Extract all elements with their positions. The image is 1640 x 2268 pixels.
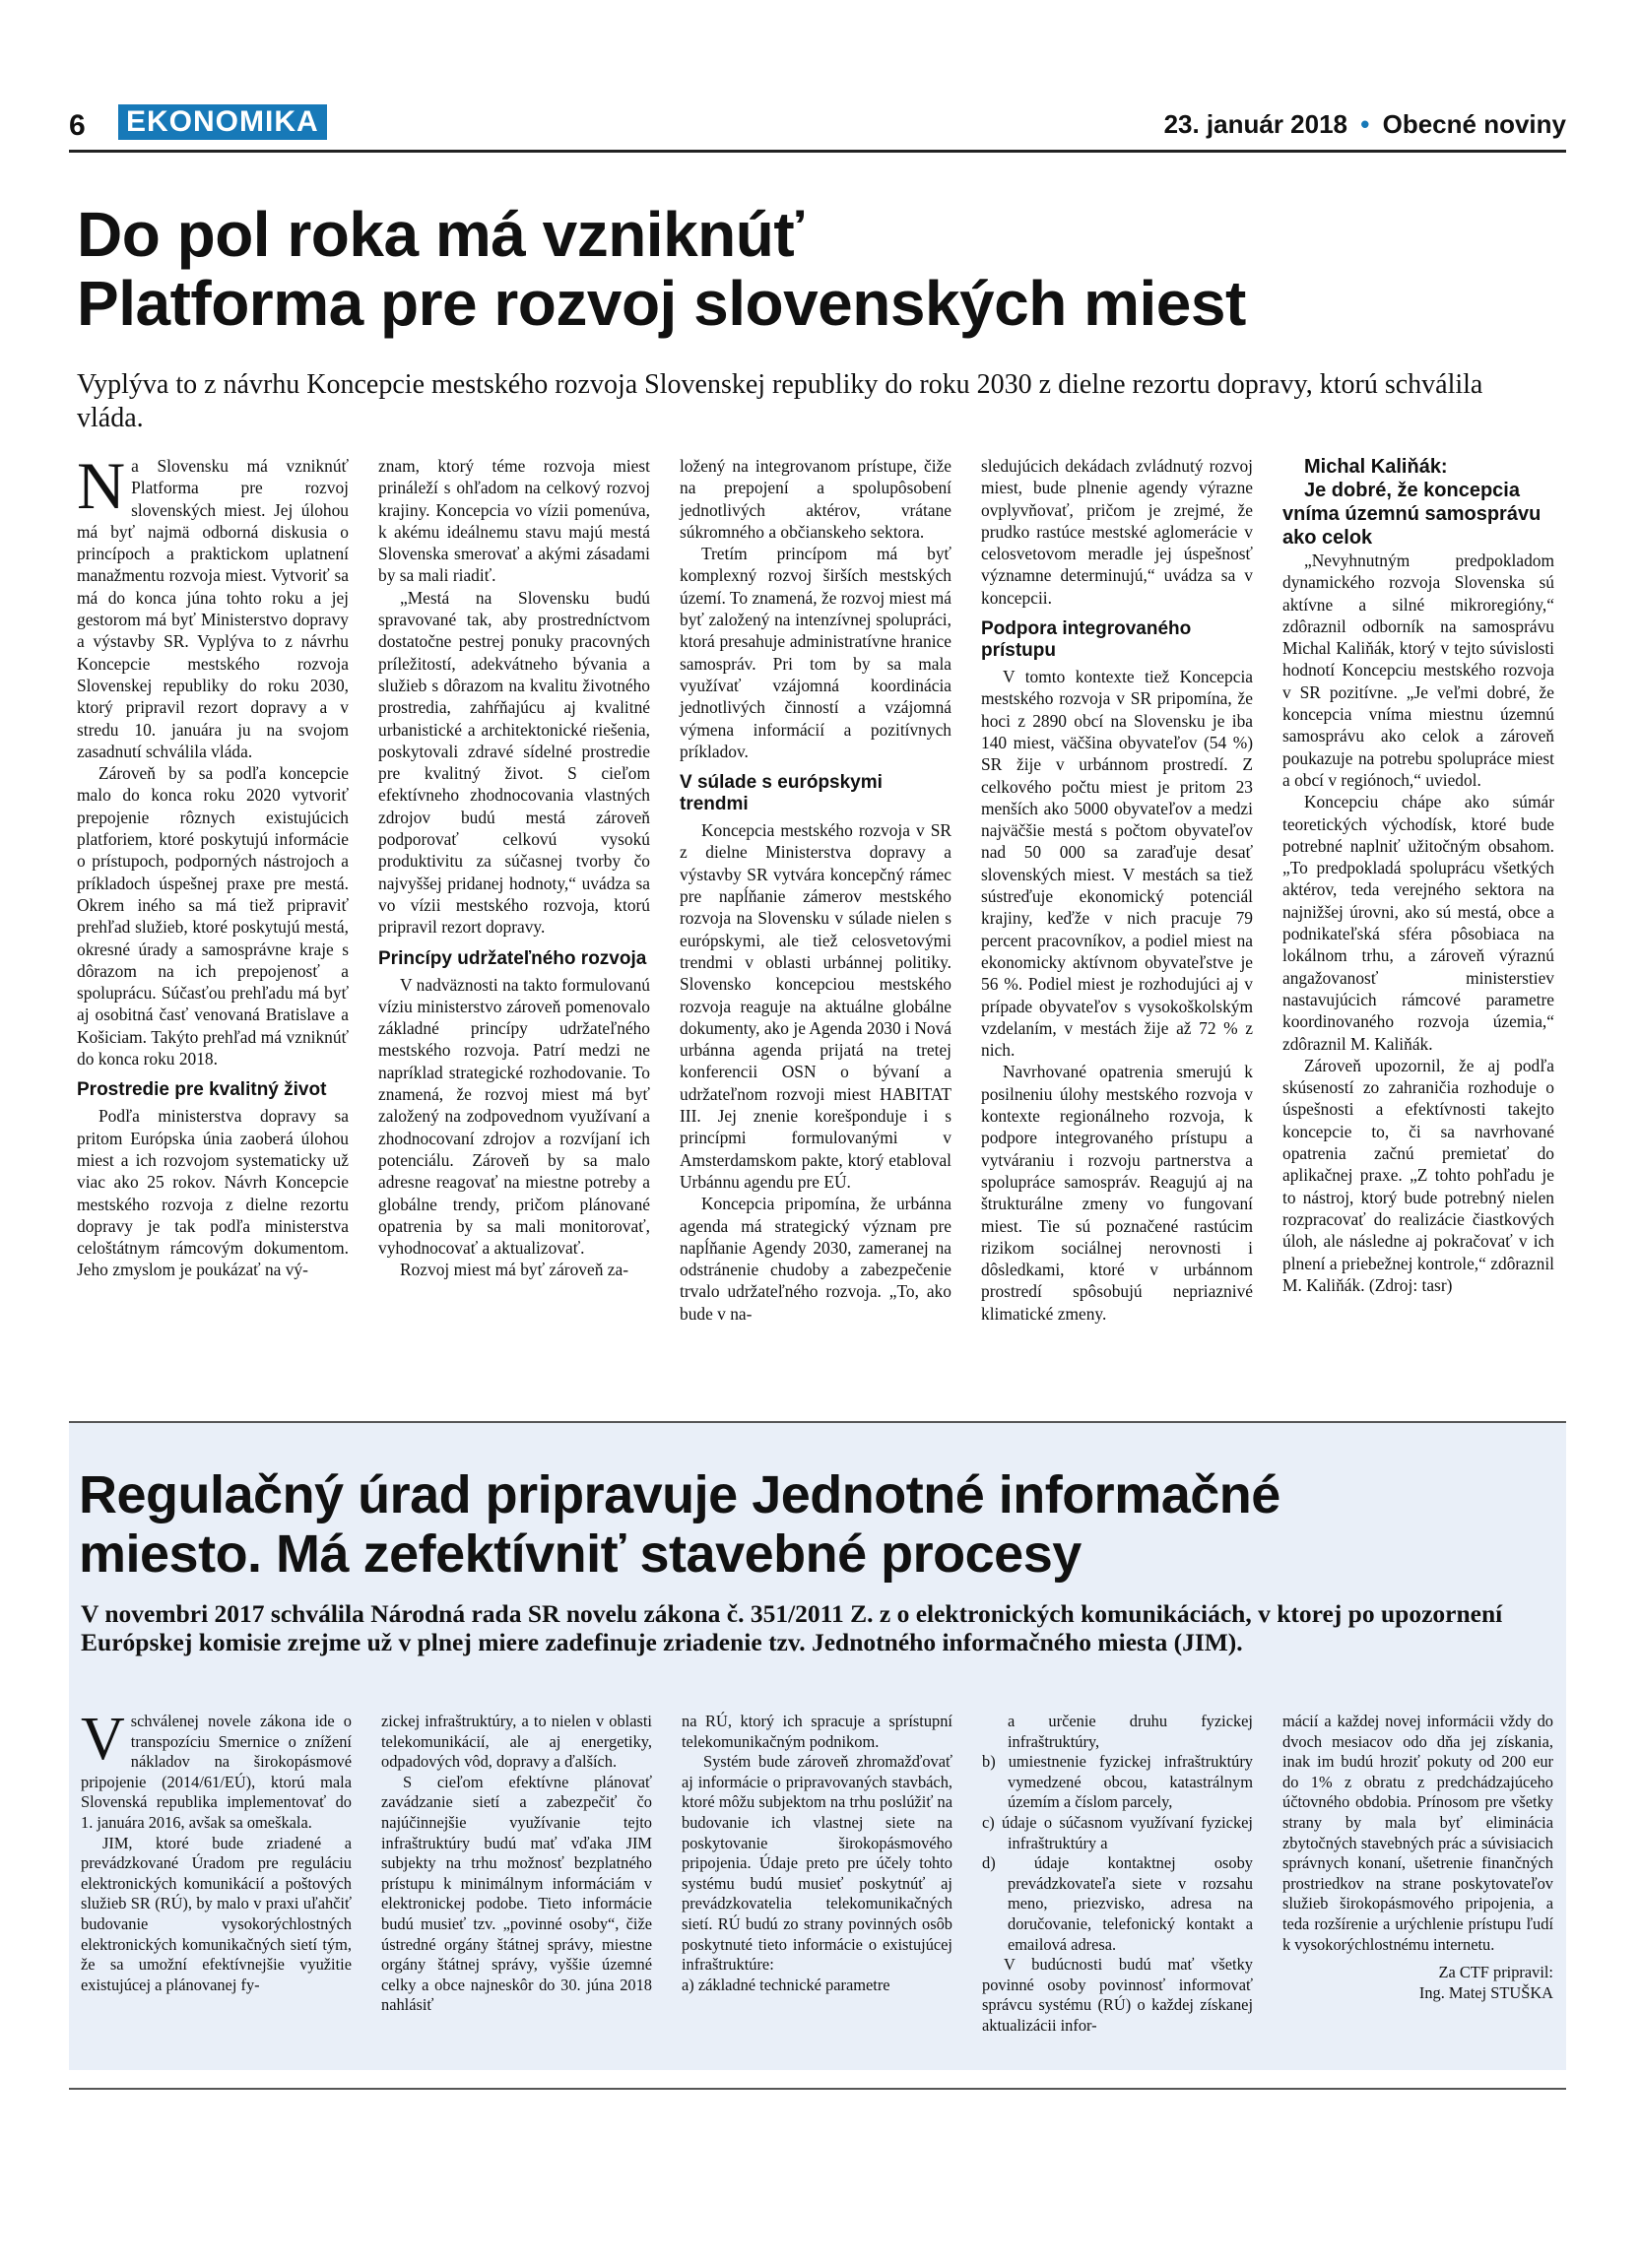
- section-label: EKONOMIKA: [118, 104, 327, 140]
- list-item: a určenie druhu fyzickej infraštruktúry,: [1008, 1712, 1253, 1751]
- article2-body: [81, 1706, 1553, 2037]
- paragraph: Na Slovensku má vzniknúť Platforma pre rozvoj slovenských miest. Jej úlohou má byť najmä odborná diskusia o princípoch a praktickom uplatnení manažmentu rozvoja miest. Vytvoriť sa má do konca júna tohto roku a jej gestorom má byť Ministerstvo dopravy a výstavby SR. Vyplýva to z návrhu Koncepcie mestského rozvoja Slovenskej republiky do roku 2030, ktorý pripravil rezort dopravy a v stredu 10. januára ju na svojom zasadnutí schválila vláda.: [77, 448, 349, 761]
- signature-author: Ing. Matej STUŠKA: [1418, 1982, 1553, 2002]
- sidebar-interview: [1282, 455, 1554, 1325]
- paragraph: ložený na integrovanom prístupe, čiže na prepojení a spolupôsobení jednotlivých aktérov, vrátane súkromného a občianskeho sektora.: [680, 456, 951, 542]
- list-item: b) umiestnenie fyzickej infraštruktúry vymedzené obcou, katastrálnym územím a číslom parcely,: [982, 1752, 1253, 1812]
- paragraph: Navrhované opatrenia smerujú k posilneniu úlohy mestského rozvoja v kontexte regionálneho rozvoja, k podpore integrovaného prístupu a vytváraniu i rozvoju partnerstva a spolupráce samospráv. Reagujú aj na štrukturálne zmeny vo fungovaní miest. Tie sú poznačené rastúcim rizikom sociálnej nerovnosti i dôsledkami, ktoré v urbánnom prostredí spôsobujú nepriaznivé klimatické zmeny.: [981, 1062, 1253, 1324]
- headline-line: Platforma pre rozvoj slovenských miest: [77, 268, 1246, 339]
- list-item: a) základné technické parametre: [682, 1975, 890, 1994]
- subheading: V súlade s európskymi trendmi: [680, 772, 883, 815]
- paragraph: JIM, ktoré bude zriadené a prevádzkované Úradom pre reguláciu elektronických komunikácií a poštových služieb SR (RÚ), by malo v praxi uľahčiť budovanie vysokorýchlostných elektronických komunikačných sietí tým, že sa umožní efektívnejšie využitie existujúcej a plánovanej fy-: [81, 1833, 352, 1994]
- paragraph: znam, ktorý téme rozvoja miest prináleží s ohľadom na celkový rozvoj krajiny. Koncepcia vo vízii pomenúva, k akému ideálnemu stavu majú mestá Slovenska smerovať a akými zásadami by sa mali riadiť.: [378, 456, 650, 586]
- sidebar-title: Je dobré, že koncepcia vníma územnú samosprávu ako celok: [1282, 480, 1542, 549]
- issue-date: 23. január 2018: [1163, 109, 1348, 139]
- paragraph: Zároveň by sa podľa koncepcie malo do konca roku 2020 vytvoriť prepojenie rôznych existujúcich platforiem, ktoré poskytujú informácie o prístupoch, podporných nástrojoch a príkladoch úspešnej praxe pre mestá. Okrem iného sa má tiež pripraviť prehľad služieb, ktoré poskytujú mestá, okresné úrady a samosprávne kraje s dôrazom na ich prepojenosť a spoluprácu. Súčasťou prehľadu má byť aj osobitná časť venovaná Bratislave a Košiciam. Takýto prehľad má vzniknúť do konca roku 2018.: [77, 763, 349, 1069]
- headline-line: Regulačný úrad pripravuje Jednotné informačné: [79, 1465, 1280, 1524]
- article2-column-2: [381, 1712, 652, 2037]
- paragraph: V nadväznosti na takto formulovanú víziu ministerstvo zároveň pomenovalo základné princípy udržateľného mestského rozvoja. Patrí medzi ne napríklad strategické rozhodovanie. To znamená, že rozvoj miest má byť založený na zodpovednom využívaní a zhodnocovaní zdrojov a rozvíjaní ich potenciálu. Zároveň by sa malo adresne reagovať na miestne potreby a globálne trendy, pričom plánované opatrenia by sa mali monitorovať, vyhodnocovať a aktualizovať.: [378, 974, 650, 1259]
- article2-lead: V novembri 2017 schválila Národná rada SR novelu zákona č. 351/2011 Z. z o elektronických komunikáciách, v ktorej po upozornení Európskej komisie zrejme už v plnej miere zadefinuje zriadenie tzv. Jednotného informačného miesta (JIM).: [81, 1599, 1503, 1656]
- issue-info: [1164, 109, 1566, 140]
- paragraph: Koncepcia pripomína, že urbánna agenda má strategický význam pre napĺňanie Agendy 2030, zameranej na odstránenie chudoby a zabezpečenie trvalo udržateľného rozvoja. „To, ako bude v na-: [680, 1194, 951, 1324]
- paragraph: „Mestá na Slovensku budú spravované tak, aby prostredníctvom dostatočne pestrej ponuky pracovných príležitostí, adekvátneho bývania a služieb s dôrazom na kvalitu životného prostredia, zahŕňajúcu aj kvalitné urbanistické a architektonické riešenia, poskytovali zdravé sídelné prostredie pre kvalitný život. S cieľom efektívneho zhodnocovania vlastných zdrojov budú mestá zároveň podporovať celkovú vysokú produktivitu za súčasnej tvorby čo najvyššej pridanej hodnoty,“ uvádza sa vo vízii mestského rozvoja, ktorú pripravil rezort dopravy.: [378, 587, 650, 938]
- list-item: d) údaje kontaktnej osoby prevádzkovateľa siete v rozsahu meno, priezvisko, adresa na doručovanie, telefonický kontakt a emailová adresa.: [982, 1853, 1253, 1954]
- paragraph: sledujúcich dekádach zvládnutý rozvoj miest, bude plnenie agendy výrazne ovplyvňovať, pričom je zrejmé, že prudko rastúce mestské aglomerácie v celosvetovom meradle jej úspešnosť významne determinujú,“ uvádza sa v koncepcii.: [981, 456, 1253, 608]
- paragraph: na RÚ, ktorý ich spracuje a sprístupní telekomunikačným podnikom.: [682, 1712, 952, 1751]
- headline-line: miesto. Má zefektívniť stavebné procesy: [79, 1524, 1082, 1584]
- article1-lead: Vyplýva to z návrhu Koncepcie mestského rozvoja Slovenskej republiky do roku 2030 z dielne rezortu dopravy, ktorú schválila vláda.: [77, 369, 1483, 433]
- article1-headline: [77, 200, 1246, 338]
- article1-body: [77, 448, 1557, 1325]
- requirements-list: [982, 1712, 1253, 1955]
- article1-column-1: [77, 448, 349, 1325]
- paragraph: Zároveň upozornil, že aj podľa skúseností zo zahraničia rozhoduje o úspešnosti a efektívnosti takejto koncepcie to, či sa navrhované opatrenia začnú premietať do aplikačnej praxe. „Z tohto pohľadu je to nástroj, ktorý bude potrebný nielen rozpracovať do realizácie čiastkových úloh, ale následne aj pokračovať v ich plnení a priebežnej kontrole,“ zdôraznil M. Kaliňák. (Zdroj: tasr): [1282, 1055, 1554, 1295]
- article2-headline: [79, 1465, 1280, 1584]
- subheading: Princípy udržateľného rozvoja: [378, 947, 647, 969]
- paragraph: zickej infraštruktúry, a to nielen v oblasti telekomunikácií, ale aj energetiky, odpadových vôd, dopravy a ďalších.: [381, 1712, 652, 1772]
- sidebar-author: Michal Kaliňák:: [1304, 456, 1448, 478]
- paragraph: S cieľom efektívne plánovať zavádzanie sietí a zabezpečiť čo najúčinnejšie využívanie tejto infraštruktúry budú mať vďaka JIM subjekty na trhu možnosť bezplatného prístupu k minimálnym informáciám v elektronickej podobe. Tieto informácie budú musieť tzv. „povinné osoby“, čiže ústredné orgány štátnej správy, miestne orgány štátnej správy, vyššie územné celky a obce najneskôr do 30. júna 2018 nahlásiť: [381, 1772, 652, 2015]
- paragraph: Koncepcia mestského rozvoja v SR z dielne Ministerstva dopravy a výstavby SR vytvára koncepčný rámec pre napĺňanie zámerov mestského rozvoja na Slovensku v súlade nielen s európskymi, ale tiež celosvetovými trendmi v oblasti urbánnej politiky. Slovensko koncepciou mestského rozvoja reaguje na aktuálne globálne dokumenty, ako je Agenda 2030 i Nová urbánna agenda prijatá na tretej konferencii OSN o bývaní a udržateľnom rozvoji miest HABITAT III. Jej znenie korešponduje i s princípmi formulovanými v Amsterdamskom pakte, ktorý etabloval Urbánnu agendu pre EÚ.: [680, 820, 951, 1192]
- paragraph: V tomto kontexte tiež Koncepcia mestského rozvoja v SR pripomína, že hoci z 2890 obcí na Slovensku je iba 140 miest, väčšina obyvateľov (54 %) SR žije v urbánnom prostredí. Z celkového počtu miest je pritom 23 menších ako 5000 obyvateľov a medzi najväčšie mestá s počtom obyvateľov nad 50 000 sa zaraďuje desať slovenských miest. V mestách sa tiež sústreďuje ekonomický potenciál krajiny, keďže v nich pracuje 79 percent pracovníkov, a podiel miest na ekonomicky aktívnom obyvateľstve je 56 %. Podiel miest je rozhodujúci aj v prípade obyvateľov s vysokoškolským vzdelaním, v mestách žije až 72 % z nich.: [981, 667, 1253, 1061]
- paragraph: Tretím princípom má byť komplexný rozvoj širších mestských území. To znamená, že rozvoj miest má byť založený na intenzívnej spolupráci, ktorá presahuje administratívne hranice samospráv. Pri tom by sa mala využívať vzájomná koordinácia jednotlivých činností a vzájomná výmena informácií a pozitívnych príkladov.: [680, 544, 951, 761]
- subheading: Prostredie pre kvalitný život: [77, 1079, 327, 1101]
- top-rule: [69, 150, 1566, 153]
- article1-column-4: [981, 455, 1253, 1325]
- article1-column-2: [378, 455, 650, 1325]
- paragraph: mácií a každej novej informácii vždy do dvoch mesiacov odo dňa jej získania, inak im budú hroziť pokuty od 200 eur do 1% z obratu z predchádzajúceho účtovného obdobia. Prínosom pre všetky strany by mala byť eliminácia zbytočných stavebných prác a súvisiacich správnych konaní, ušetrenie finančných prostriedkov na strane poskytovateľov služieb širokopásmového pripojenia, a teda rozšírenie a urýchlenie prístupu ľudí k vysokorýchlostnému internetu.: [1282, 1712, 1553, 1954]
- subheading: Podpora integrovaného prístupu: [981, 618, 1192, 662]
- article2-column-1: [81, 1706, 352, 2037]
- paragraph: Koncepciu chápe ako súmár teoretických východísk, ktoré bude potrebné naplniť užitočným obsahom. „To predpokladá spoluprácu všetkých aktérov, teda verejného sektora na najnižšej úrovni, ako sú mestá, obce a podnikateľská sféra pôsobiaca na lokálnom trhu, a zároveň výraznú angažovanosť ministerstiev nastavujúcich rámcové parametre koordinovaného rozvoja územia,“ zdôraznil M. Kaliňák.: [1282, 792, 1554, 1054]
- bottom-rule: [69, 2088, 1566, 2090]
- paragraph: Systém bude zároveň zhromažďovať aj informácie o pripravovaných stavbách, ktoré môžu subjektom na trhu poslúžiť na budovanie ich vlastnej siete na poskytovanie širokopásmového pripojenia. Údaje preto pre účely tohto systému budú musieť poskytnúť aj prevádzkovatelia telekomunikačných sietí. RÚ budú zo strany povinných osôb poskytnuté tieto informácie o existujúcej infraštruktúre:: [682, 1752, 952, 1975]
- list-item: c) údaje o súčasnom využívaní fyzickej infraštruktúry a: [982, 1812, 1253, 1852]
- paragraph: „Nevyhnutným predpokladom dynamického rozvoja Slovenska sú aktívne a silné mikroregióny,“ zdôraznil odborník na samosprávu Michal Kaliňák, ktorý v tejto súvislosti hodnotí Koncepciu mestského rozvoja v SR pozitívne. „Je veľmi dobré, že koncepcia vníma miestnu územnú samosprávu ako celok a zároveň poukazuje na potrebu spolupráce miest a obcí v regiónoch,“ uviedol.: [1282, 551, 1554, 790]
- publication-name: Obecné noviny: [1382, 109, 1566, 139]
- article1-column-3: [680, 455, 951, 1325]
- drop-cap: N: [77, 448, 126, 523]
- box-top-rule: [69, 1421, 1566, 1423]
- paragraph: Podľa ministerstva dopravy sa pritom Európska únia zaoberá úlohou miest a ich rozvojom systematicky už viac ako 25 rokov. Návrh Koncepcie mestského rozvoja z dielne rezortu dopravy je tak podľa ministerstva celoštátnym rámcovým dokumentom. Jeho zmyslom je poukázať na vý-: [77, 1106, 349, 1280]
- drop-cap: V: [81, 1706, 125, 1773]
- article2-column-5: [1282, 1712, 1553, 2037]
- paragraph: V budúcnosti budú mať všetky povinné osoby povinnosť informovať správcu systému (RÚ) o každej získanej aktualizácii infor-: [982, 1955, 1253, 2035]
- page-number: 6: [69, 109, 86, 142]
- headline-line: Do pol roka má vzniknúť: [77, 199, 804, 270]
- separator-dot: •: [1360, 109, 1370, 139]
- article2-box: [69, 1421, 1566, 2070]
- masthead: [69, 101, 1566, 149]
- article2-column-4: [982, 1712, 1253, 2037]
- signature-credit: Za CTF pripravil:: [1438, 1963, 1553, 1982]
- paragraph: Vschválenej novele zákona ide o transpozíciu Smernice o znížení nákladov na širokopásmové pripojenie (2014/61/EÚ), ktorú mala Slovenská republika implementovať do 1. januára 2016, avšak sa omeškala.: [81, 1706, 352, 1832]
- paragraph: Rozvoj miest má byť zároveň za-: [400, 1260, 628, 1280]
- article2-column-3: [682, 1712, 952, 2037]
